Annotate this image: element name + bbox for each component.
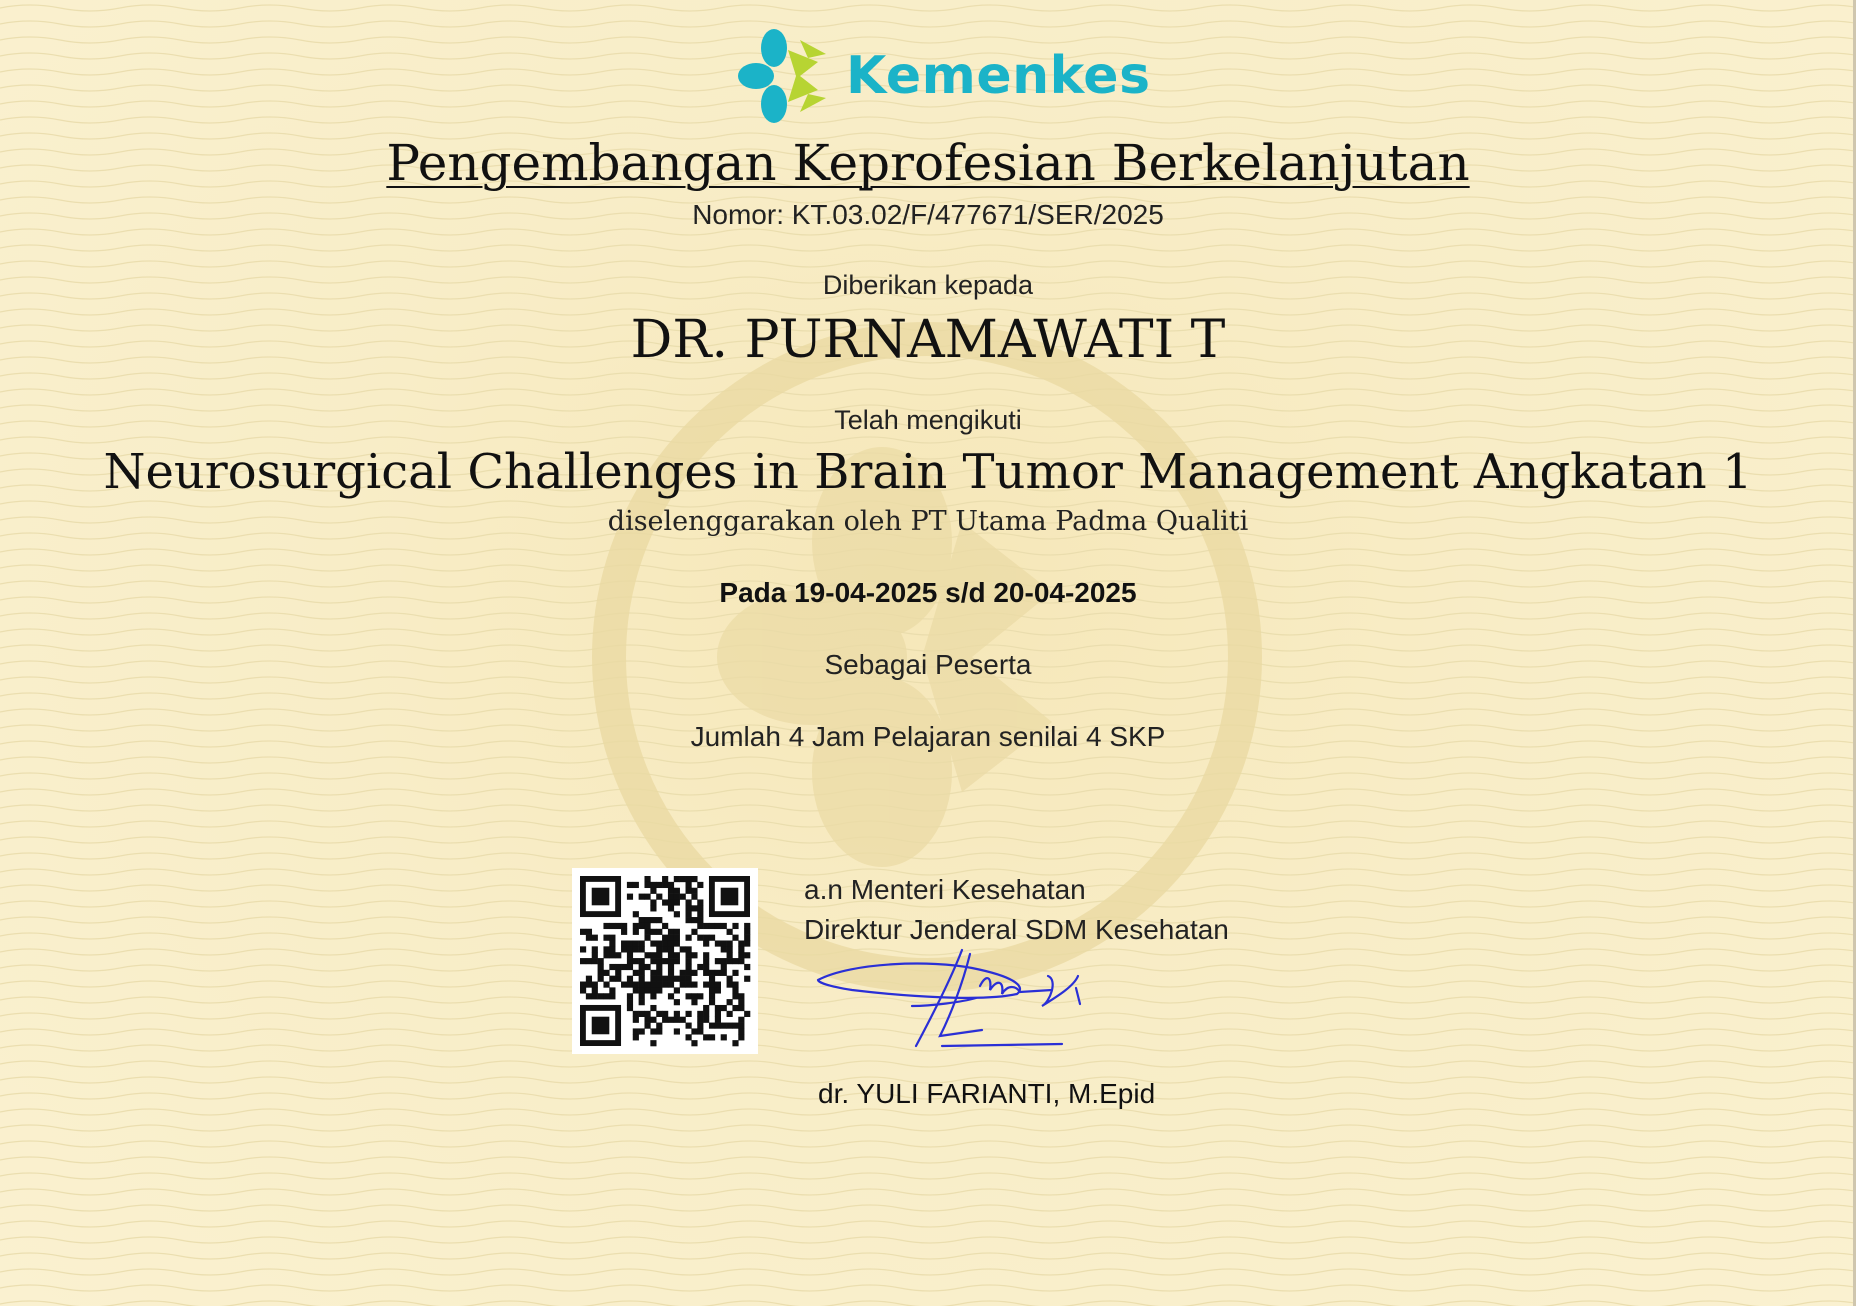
signatory-block [804,870,1324,950]
kemenkes-flower-icon [738,28,830,124]
certificate-number: Nomor: KT.03.02/F/477671/SER/2025 [692,199,1164,230]
recipient-name: DR. PURNAMAWATI T [630,310,1226,370]
organizer-text: diselenggarakan oleh PT Utama Padma Qualiti [607,506,1249,537]
qr-code-graphic [572,868,758,1054]
followed-label: Telah mengikuti [834,405,1022,435]
participant-role: Sebagai Peserta [824,649,1032,680]
signatory-name: dr. YULI FARIANTI, M.Epid [818,1078,1156,1109]
signatory-line-1: a.n Menteri Kesehatan [804,874,1086,905]
course-title: Neurosurgical Challenges in Brain Tumor Management Angkatan 1 [103,444,1753,500]
kemenkes-wordmark: Kemenkes [846,46,1151,106]
event-dates: Pada 19-04-2025 s/d 20-04-2025 [719,577,1137,608]
given-to-label: Diberikan kepada [822,270,1034,300]
credit-hours: Jumlah 4 Jam Pelajaran senilai 4 SKP [690,721,1166,752]
signatory-line-2: Direktur Jenderal SDM Kesehatan [804,914,1229,945]
certificate-title-text: Pengembangan Keprofesian Berkelanjutan [386,134,1470,192]
qr-code-icon[interactable] [572,868,758,1054]
certificate-title [0,134,1856,192]
kemenkes-logo [738,28,1151,128]
handwritten-signature [812,946,1112,1062]
